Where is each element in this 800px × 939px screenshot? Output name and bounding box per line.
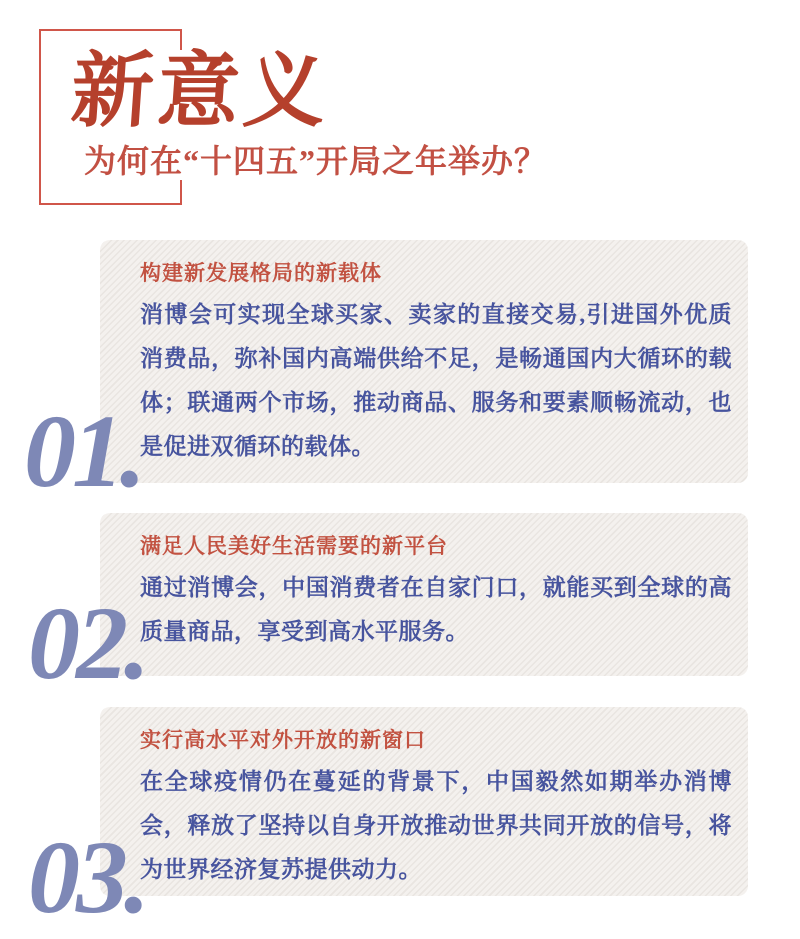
- card-1-title: 构建新发展格局的新载体: [140, 261, 382, 285]
- card-1: [100, 240, 748, 483]
- card-1-body: 消博会可实现全球买家、卖家的直接交易,引进国外优质消费品，弥补国内高端供给不足，是畅通国内大循环的载体；联通两个市场，推动商品、服务和要素顺畅流动，也是促进双循环的载体。: [140, 302, 732, 459]
- card-2: [100, 513, 748, 676]
- frame-right-bottom-segment: [180, 180, 182, 203]
- card-2-body: 通过消博会，中国消费者在自家门口，就能买到全球的高质量商品，享受到高水平服务。: [140, 575, 732, 644]
- card-2-title: 满足人民美好生活需要的新平台: [140, 534, 448, 558]
- card-3-number: 03.: [28, 820, 146, 935]
- calligraphy-title: 新意义: [68, 46, 333, 137]
- page-subtitle: 为何在“十四五”开局之年举办？: [84, 143, 548, 179]
- card-3-title: 实行高水平对外开放的新窗口: [140, 728, 426, 752]
- card-1-number: 01.: [24, 394, 142, 509]
- card-3-body: 在全球疫情仍在蔓延的背景下，中国毅然如期举办消博会，释放了坚持以自身开放推动世界共同开放的信号，将为世界经济复苏提供动力。: [140, 769, 732, 882]
- card-2-number: 02.: [28, 586, 146, 701]
- card-3: [100, 707, 748, 896]
